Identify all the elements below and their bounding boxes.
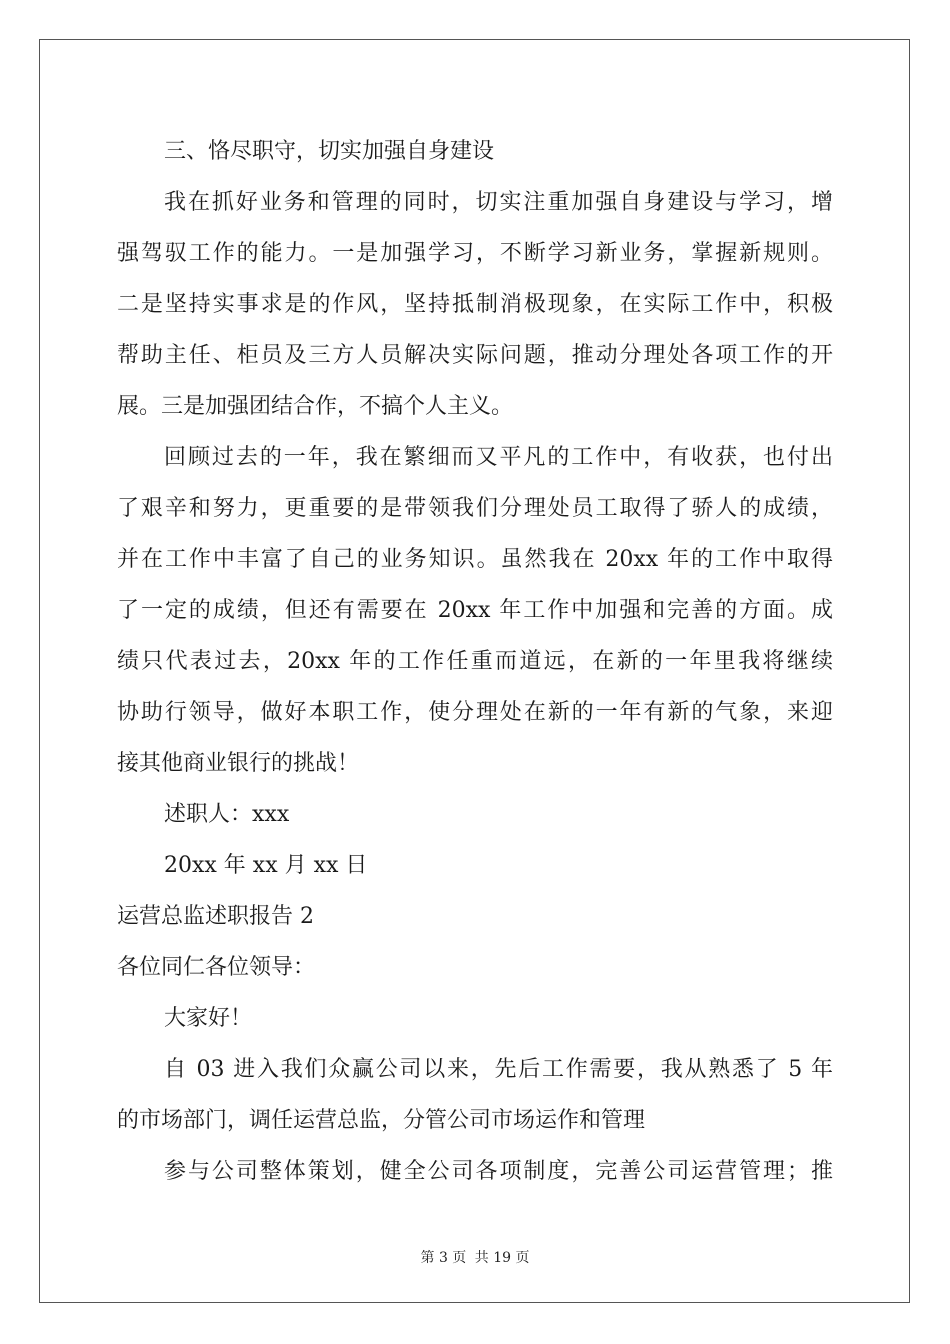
greeting: 大家好！ bbox=[164, 1006, 253, 1031]
document-body bbox=[117, 126, 833, 1197]
page-total: 共 19 页 bbox=[474, 1250, 530, 1266]
signature-line: 述职人：xxx bbox=[164, 802, 290, 827]
paragraph-line: 展。三是加强团结合作，不搞个人主义。 bbox=[117, 394, 514, 419]
paragraph-line: 了艰辛和努力，更重要的是带领我们分理处员工取得了骄人的成绩， bbox=[117, 496, 833, 521]
paragraph-line: 回顾过去的一年，我在繁细而又平凡的工作中，有收获，也付出 bbox=[164, 445, 833, 470]
page-footer bbox=[0, 1247, 950, 1267]
page-number: 第 3 页 bbox=[420, 1250, 467, 1266]
paragraph-line: 自 03 进入我们众赢公司以来，先后工作需要，我从熟悉了 5 年 bbox=[164, 1057, 833, 1082]
paragraph-line: 并在工作中丰富了自己的业务知识。虽然我在 20xx 年的工作中取得 bbox=[117, 547, 833, 572]
paragraph-line: 帮助主任、柜员及三方人员解决实际问题，推动分理处各项工作的开 bbox=[117, 343, 833, 368]
paragraph-line: 参与公司整体策划，健全公司各项制度，完善公司运营管理；推 bbox=[164, 1159, 833, 1184]
paragraph-line: 协助行领导，做好本职工作，使分理处在新的一年有新的气象，来迎 bbox=[117, 700, 833, 725]
paragraph-line: 了一定的成绩，但还有需要在 20xx 年工作中加强和完善的方面。成 bbox=[117, 598, 833, 623]
report-title: 运营总监述职报告 2 bbox=[117, 904, 314, 929]
paragraph-line: 强驾驭工作的能力。一是加强学习，不断学习新业务，掌握新规则。 bbox=[117, 241, 833, 266]
date-line: 20xx 年 xx 月 xx 日 bbox=[164, 853, 368, 878]
paragraph-line: 的市场部门，调任运营总监，分管公司市场运作和管理 bbox=[117, 1108, 646, 1133]
paragraph-line: 绩只代表过去，20xx 年的工作任重而道远，在新的一年里我将继续 bbox=[117, 649, 833, 674]
paragraph-line: 接其他商业银行的挑战！ bbox=[117, 751, 360, 776]
section-heading: 三、恪尽职守，切实加强自身建设 bbox=[164, 139, 495, 164]
paragraph-line: 二是坚持实事求是的作风，坚持抵制消极现象，在实际工作中，积极 bbox=[117, 292, 833, 317]
paragraph-line: 我在抓好业务和管理的同时，切实注重加强自身建设与学习，增 bbox=[164, 190, 833, 215]
salutation: 各位同仁各位领导： bbox=[117, 955, 316, 980]
